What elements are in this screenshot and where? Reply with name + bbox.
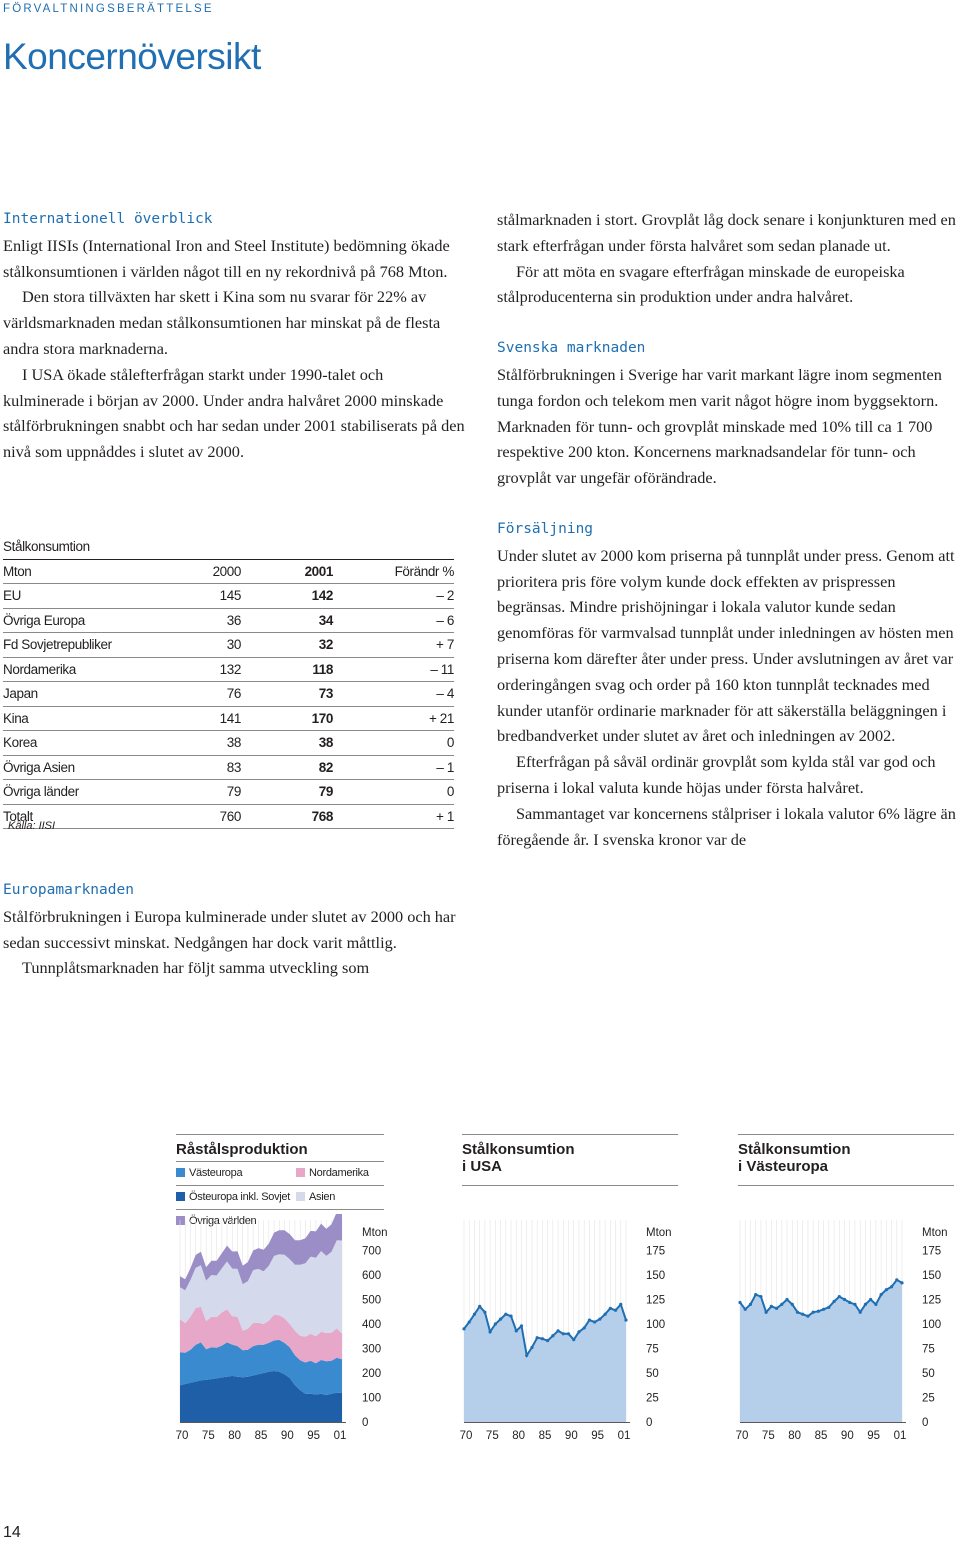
x-tick-label: 90: [564, 1430, 578, 1442]
cell: + 1: [333, 804, 454, 829]
y-tick-label: 500: [362, 1294, 382, 1307]
cell: 76: [183, 682, 241, 707]
data-point: [853, 1303, 856, 1306]
cell: 30: [183, 633, 241, 658]
data-point: [806, 1315, 809, 1318]
cell: – 4: [333, 682, 454, 707]
x-tick-label: 85: [254, 1430, 268, 1442]
cell: Övriga länder: [3, 780, 183, 805]
legend-swatch: [176, 1168, 185, 1177]
x-tick-label: 80: [228, 1430, 242, 1442]
data-point: [780, 1303, 783, 1306]
data-point: [489, 1330, 492, 1333]
cell: 760: [183, 804, 241, 829]
column-header: Förändr %: [333, 559, 454, 584]
paragraph: Tunnplåtsmarknaden har följt samma utveckling som: [22, 958, 370, 978]
heading-international: Internationell överblick: [3, 211, 213, 227]
y-tick-label: 50: [646, 1368, 659, 1380]
y-unit-label: Mton: [646, 1227, 672, 1239]
data-point: [859, 1311, 862, 1314]
x-tick-label: 01: [333, 1430, 347, 1442]
y-tick-label: 0: [922, 1417, 929, 1429]
data-point: [567, 1332, 570, 1335]
x-tick-label: 75: [761, 1430, 775, 1442]
data-point: [832, 1300, 835, 1303]
data-point: [765, 1311, 768, 1314]
y-tick-label: 150: [646, 1270, 666, 1282]
data-point: [593, 1320, 596, 1323]
y-tick-label: 75: [646, 1343, 659, 1356]
table-row: [3, 804, 454, 829]
y-tick-label: 50: [922, 1368, 935, 1380]
data-point: [785, 1298, 788, 1301]
data-point: [577, 1330, 580, 1333]
heading-europe: Europamarknaden: [3, 882, 134, 898]
cell: 82: [241, 755, 333, 780]
legend-label: Övriga världen: [189, 1215, 257, 1227]
cell: Nordamerika: [3, 657, 183, 682]
x-tick-label: 90: [840, 1430, 854, 1442]
table-row: [3, 657, 454, 682]
table-row: [3, 755, 454, 780]
legend-item: [296, 1191, 335, 1203]
cell: EU: [3, 584, 183, 609]
x-tick-label: 85: [814, 1430, 828, 1442]
y-tick-label: 0: [646, 1417, 653, 1429]
data-point: [796, 1311, 799, 1314]
table-row: [3, 633, 454, 658]
cell: Korea: [3, 731, 183, 756]
data-point: [603, 1313, 606, 1316]
y-tick-label: 125: [646, 1294, 666, 1307]
data-point: [462, 1327, 465, 1330]
cell: 0: [333, 731, 454, 756]
data-point: [572, 1338, 575, 1341]
cell: 145: [183, 584, 241, 609]
cell: – 11: [333, 657, 454, 682]
data-point: [525, 1354, 528, 1357]
data-point: [562, 1332, 565, 1335]
cell: 170: [241, 706, 333, 731]
x-tick-label: 95: [307, 1430, 321, 1442]
y-tick-label: 100: [646, 1319, 666, 1331]
data-point: [624, 1318, 627, 1321]
paragraph: Sammantaget var koncernens stålpriser i lokala valutor 6% lägre än föregående år. I svenska kronor var de: [497, 803, 956, 849]
y-tick-label: 300: [362, 1343, 382, 1356]
data-point: [822, 1308, 825, 1311]
cell: 0: [333, 780, 454, 805]
paragraph: Enligt IISIs (International Iron and Steel Institute) bedömning ökade stålkonsumtionen i världen något till en ny rekordnivå på 768 Mton.: [3, 235, 450, 281]
data-point: [770, 1305, 773, 1308]
x-tick-label: 95: [591, 1430, 605, 1442]
paragraph: Under slutet av 2000 kom priserna på tunnplåt under press. Genom att prioritera pris före volym kunde dock effekten av prispressen begränsas. Mindre prishöjningar i lokala valutor kunde sedan genomföras för varmvalsad tunnplåt under inledningen av hösten men priserna kom därefter åter under press. Under avslutningen av året var orderingången svag och order på 160 kton tunnplåt tecknades med kunder utanför ordinarie marknader för att säkerställa beläggningen i bredbandverket under slutet av året och inledningen av 2002.: [497, 545, 955, 746]
legend-label: Nordamerika: [309, 1167, 369, 1179]
cell: – 2: [333, 584, 454, 609]
consumption-table: [3, 535, 454, 829]
chart-title-production: Råstålsproduktion: [176, 1141, 308, 1158]
y-tick-label: 200: [362, 1368, 382, 1380]
cell: 142: [241, 584, 333, 609]
data-point: [468, 1320, 471, 1323]
column-header: Mton: [3, 559, 183, 584]
column-header: 2001: [241, 559, 333, 584]
cell: 73: [241, 682, 333, 707]
data-point: [879, 1293, 882, 1296]
x-tick-label: 95: [867, 1430, 881, 1442]
cell: 83: [183, 755, 241, 780]
data-point: [827, 1306, 830, 1309]
data-point: [499, 1318, 502, 1321]
data-point: [890, 1285, 893, 1288]
data-point: [874, 1303, 877, 1306]
table-row: [3, 780, 454, 805]
cell: – 6: [333, 608, 454, 633]
data-point: [812, 1311, 815, 1314]
data-point: [598, 1318, 601, 1321]
y-tick-label: 175: [646, 1245, 666, 1258]
y-tick-label: 25: [646, 1392, 659, 1405]
table-row: [3, 608, 454, 633]
y-unit-label: Mton: [362, 1227, 388, 1239]
data-point: [791, 1303, 794, 1306]
chart-title-western-europe: Stålkonsumtion i Västeuropa: [738, 1141, 851, 1175]
x-tick-label: 75: [201, 1430, 215, 1442]
paragraph: Stålförbrukningen i Sverige har varit markant lägre inom segmenten tunga fordon och telekom men varit något högre inom byggsektorn. Marknaden för tunn- och grovplåt minskade med 10% till ca 1 700 respektive 200 kton. Koncernens marknadsandelar för tunn- och grovplåt var ungefär oförändrade.: [497, 364, 942, 488]
data-point: [614, 1309, 617, 1312]
data-point: [759, 1295, 762, 1298]
page-number: 14: [3, 1524, 21, 1541]
data-point: [838, 1295, 841, 1298]
cell: Japan: [3, 682, 183, 707]
usa-chart: [460, 1214, 682, 1448]
cell: 79: [183, 780, 241, 805]
y-tick-label: 150: [922, 1270, 942, 1282]
legend-item: [176, 1167, 242, 1179]
y-unit-label: Mton: [922, 1227, 948, 1239]
data-point: [509, 1315, 512, 1318]
y-tick-label: 75: [922, 1343, 935, 1356]
x-tick-label: 01: [893, 1430, 907, 1442]
y-tick-label: 400: [362, 1319, 382, 1331]
legend-swatch: [296, 1192, 305, 1201]
cell: 36: [183, 608, 241, 633]
y-tick-label: 175: [922, 1245, 942, 1258]
cell: 38: [241, 731, 333, 756]
data-point: [551, 1334, 554, 1337]
data-point: [864, 1303, 867, 1306]
table-header-row: [3, 559, 454, 584]
y-tick-label: 700: [362, 1245, 382, 1258]
data-point: [895, 1278, 898, 1281]
x-tick-label: 90: [280, 1430, 294, 1442]
data-point: [817, 1310, 820, 1313]
data-point: [749, 1303, 752, 1306]
data-point: [775, 1307, 778, 1310]
table-row: [3, 731, 454, 756]
cell: – 1: [333, 755, 454, 780]
legend-item: [296, 1167, 369, 1179]
x-tick-label: 75: [485, 1430, 499, 1442]
heading-sweden: Svenska marknaden: [497, 340, 646, 357]
data-point: [536, 1336, 539, 1339]
cell: 141: [183, 706, 241, 731]
cell: Fd Sovjetrepubliker: [3, 633, 183, 658]
cell: + 21: [333, 706, 454, 731]
data-point: [546, 1339, 549, 1342]
x-tick-label: 85: [538, 1430, 552, 1442]
y-tick-label: 25: [922, 1392, 935, 1405]
cell: 118: [241, 657, 333, 682]
y-tick-label: 125: [922, 1294, 942, 1307]
western-europe-chart: [736, 1214, 958, 1448]
cell: Totalt: [3, 804, 183, 829]
legend-label: Östeuropa inkl. Sovjet: [189, 1191, 291, 1203]
table-row: [3, 682, 454, 707]
section-label: FÖRVALTNINGSBERÄTTELSE: [3, 3, 214, 15]
x-tick-label: 80: [788, 1430, 802, 1442]
right-column: [497, 207, 959, 852]
paragraph: Den stora tillväxten har skett i Kina som nu svarar för 22% av världsmarknaden medan stålkonsumtionen har minskat på de flesta andra stora marknaderna.: [3, 287, 441, 358]
data-point: [801, 1313, 804, 1316]
table-row: [3, 584, 454, 609]
data-point: [619, 1303, 622, 1306]
data-point: [504, 1313, 507, 1316]
data-point: [848, 1301, 851, 1304]
cell: Övriga Asien: [3, 755, 183, 780]
cell: Övriga Europa: [3, 608, 183, 633]
heading-sales: Försäljning: [497, 520, 594, 537]
y-tick-label: 600: [362, 1270, 382, 1282]
paragraph: stålmarknaden i stort. Grovplåt låg dock senare i konjunkturen med en stark efterfrågan under första halvåret som sedan planade ut.: [497, 210, 956, 255]
x-tick-label: 70: [736, 1430, 749, 1442]
table-row: [3, 706, 454, 731]
data-point: [478, 1305, 481, 1308]
data-point: [494, 1322, 497, 1325]
paragraph: För att möta en svagare efterfrågan minskade de europeiska stålproducenterna sin produktion under andra halvåret.: [497, 261, 905, 307]
y-tick-label: 0: [362, 1417, 369, 1429]
chart-title-usa: Stålkonsumtion i USA: [462, 1141, 575, 1175]
data-point: [520, 1324, 523, 1327]
legend-label: Asien: [309, 1191, 336, 1203]
cell: 34: [241, 608, 333, 633]
left-column: [3, 207, 465, 465]
cell: + 7: [333, 633, 454, 658]
cell: Kina: [3, 706, 183, 731]
table-caption: Stålkonsumtion: [3, 535, 454, 559]
x-tick-label: 80: [512, 1430, 526, 1442]
cell: 132: [183, 657, 241, 682]
y-tick-label: 100: [362, 1392, 382, 1405]
data-point: [843, 1298, 846, 1301]
data-point: [473, 1313, 476, 1316]
legend-swatch: [296, 1168, 305, 1177]
legend-swatch: [176, 1192, 185, 1201]
data-point: [738, 1301, 741, 1304]
x-tick-label: 70: [176, 1430, 189, 1442]
cell: 768: [241, 804, 333, 829]
paragraph: Efterfrågan på såväl ordinär grovplåt som kylda stål var god och priserna i lokal valuta kunde höjas under första halvåret.: [497, 752, 936, 797]
paragraph: Stålförbrukningen i Europa kulminerade under slutet av 2000 och har sedan successivt minskat. Nedgången har dock varit måttlig.: [3, 906, 456, 952]
column-header: 2000: [183, 559, 241, 584]
paragraph: I USA ökade stålefterfrågan starkt under 1990-talet och kulminerade i början av 2000. Under andra halvåret 2000 minskade stålförbrukningen snabbt och har sedan under 2001 stabiliserats på den nivå som uppnåddes i slutet av 2000.: [3, 364, 465, 462]
data-point: [754, 1293, 757, 1296]
data-point: [530, 1346, 533, 1349]
data-point: [556, 1329, 559, 1332]
x-tick-label: 70: [460, 1430, 473, 1442]
cell: 79: [241, 780, 333, 805]
data-point: [744, 1308, 747, 1311]
data-point: [483, 1311, 486, 1314]
data-point: [900, 1281, 903, 1284]
x-tick-label: 01: [617, 1430, 631, 1442]
left-column-lower: [3, 878, 465, 981]
cell: 32: [241, 633, 333, 658]
data-point: [869, 1298, 872, 1301]
table-source: Källa: IISI: [8, 820, 56, 832]
y-tick-label: 100: [922, 1319, 942, 1331]
data-point: [609, 1307, 612, 1310]
data-point: [515, 1329, 518, 1332]
data-point: [583, 1326, 586, 1329]
data-point: [541, 1337, 544, 1340]
legend-label: Västeuropa: [189, 1167, 243, 1179]
page-title: Koncernöversikt: [3, 36, 261, 77]
legend-item: [176, 1191, 290, 1203]
cell: 38: [183, 731, 241, 756]
production-chart: [176, 1214, 398, 1448]
data-point: [885, 1288, 888, 1291]
data-point: [588, 1318, 591, 1321]
